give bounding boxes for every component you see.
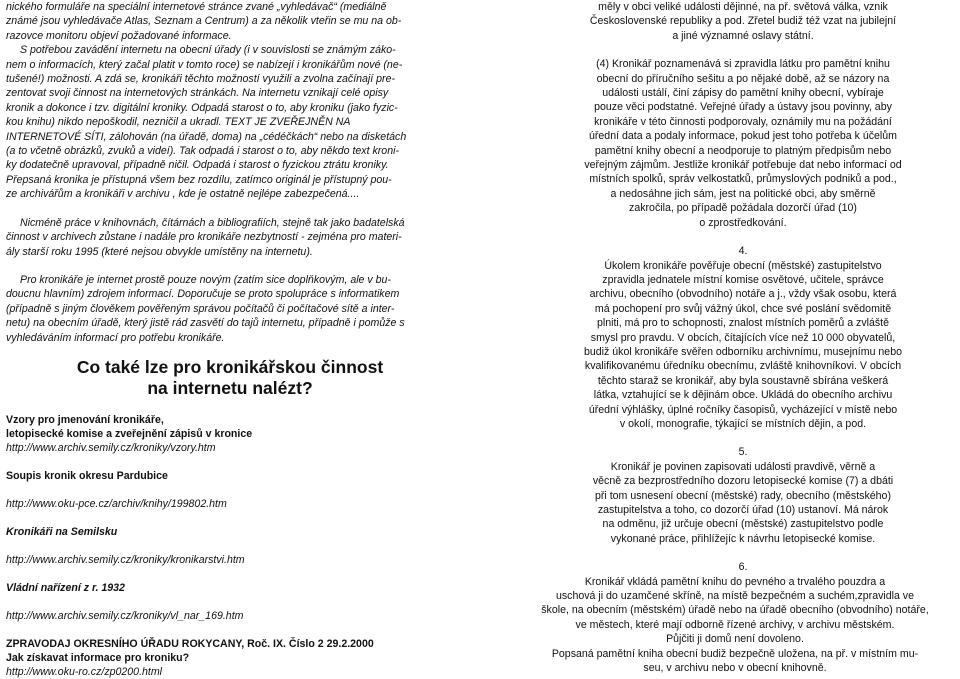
text-line: archivu, obecního (obvodního) notáře a j., vždy však osobu, která [589,288,897,301]
text-line: kronikáře v této činnosti podporovaly, oznámily mu na požádání [594,115,892,128]
reference-3 [6,525,434,567]
text-line: razovce monitoru objeví požadované informace. [6,29,232,42]
text-line: vykonané práce, přihlížejíc k návrhu letopisecké komise. [610,532,876,545]
section-6-text [510,575,960,676]
text-line: Pro kronikáře je internet prostě pouze novým (zatím sice doplňkovým, ale v bu- [20,273,391,286]
reference-link[interactable]: http://www.archiv.semily.cz/kroniky/vzory.htm [6,441,216,454]
text-line: ály starší roku 1995 (které nejsou obvykle umístěny na internetu). [6,245,313,258]
text-line: má pochopení pro svůj vážný úkol, chce své poslání svědomitě [594,302,892,315]
text-line: INTERNETOVÉ SÍTI, zálohován (na úřadě, doma) na „cédéčkách“ nebo na disketách [6,130,407,143]
section-number: 5. [738,446,748,459]
text-line: tušené!) možnosti. A zdá se, kronikáři těchto možností využili a zvolna začínají pre- [6,73,395,86]
text-line: a jiné významné oslavy státní. [672,29,814,42]
text-line: Úkolem kronikáře pověřuje obecní (městské) zastupitelstvo [604,259,882,272]
left-column [6,0,434,679]
heading-line: Co také lze pro kronikářskou činnost [76,356,384,377]
text-line: události ustálí, činí zápisy do pamětní knihy obecní, vybíraje [602,87,884,100]
text-line: (případně s jiným člověkem pověřeným správou počítačů či počítačové sítě a inter- [6,302,395,315]
text-line: Nicméně práce v knihovnách, čítárnách a bibliografiích, stejně tak jako badatelská [20,216,405,229]
text-line: těchto staraž se kronikář, aby byla soustavně sbírána veškerá [597,374,889,387]
text-line: zastupitelstva a toho, co dozorčí úřad (10) ustanoví. Má nárok [597,504,889,516]
text-line: Kronikář je povinen zapisovati události pravdivě, věrně a [610,460,876,473]
text-line: Přepsaná kronika je přístupná všem bez rozdílu, zatímco originál je přístupný pou- [6,173,392,186]
text-line: budiž úkol kronikáře svěřen odborníku archivnímu, musejnímu nebo [584,345,902,358]
decree-continuation [532,0,954,43]
decree-item-4 [532,57,954,230]
reference-title: letopisecké komise a zveřejnění zápisů v kronice [6,427,253,440]
text-line: Kronikář vkládá pamětní knihu do pevného a trvalého pouzdra a [584,575,886,588]
reference-title: ZPRAVODAJ OKRESNÍHO ÚŘADU ROKYCANY, Roč. IX. Číslo 2 29.2.2000 [6,637,374,650]
reference-title: Kronikáři na Semilsku [6,525,118,538]
right-column [532,0,954,675]
text-line: škole, na obecním (městském) úřadě nebo na úřadě obecního (obvodního) notáře, [541,604,929,617]
text-line: měly v obci veliké události dějinné, na př. světová válka, vznik [598,1,888,13]
text-line: ve městech, které mají odborně řízené archivy, v archivu městském. [575,618,895,631]
text-line: kronik a dokonce i tzv. digitální kroniky. Odpadá starost o to, aby kroniku (jako fyzic- [6,101,398,114]
reference-5 [6,637,434,679]
internet-paragraph [6,43,434,201]
text-line: věcně za bezprostředního dozoru letopisecké komise (7) a dbáti [592,475,894,488]
text-line: nem o informacích, který začal platit v tomto roce) se nabízejí i kronikářům nové (ne- [6,58,403,71]
reference-title: Jak získavat informace pro kroniku? [6,651,190,664]
text-line: pamětní knihy obecní a neodporuje to platným předpisům nebo [594,144,892,157]
section-heading [6,357,434,399]
text-line: zpravidla jednatele místní komise osvětové, učitele, správce [602,273,884,286]
text-line: kvalifikovanému úředníku obecnímu, zvláště knihovníkovi. V obcích [584,360,902,373]
reference-1 [6,413,434,455]
text-line: pouze věci podstatné. Veřejné úřady a ústavy jsou povinny, aby [594,101,892,114]
text-line: zakročila, po případě požádala dozorčí úřad (10) [629,202,857,215]
text-line: plniti, má pro to schopnosti, znalost místních poměrů a zvláště [596,317,890,330]
reference-4 [6,581,434,623]
reference-title: Vzory pro jmenování kronikáře, [6,413,164,426]
reference-link[interactable]: http://www.archiv.semily.cz/kroniky/kronikarstvi.htm [6,553,245,566]
text-line: netu) na obecním úřadě, který jistě rád zasvětí do tajů internetu, případně i pomůže s [6,317,405,330]
text-line: ze archivářům a kronikáři v archivu , kde je ostatně nejlépe zabezpečená.... [6,188,360,201]
text-line: doucnu hlavním) zdrojem informací. Doporučuje se proto spolupráce s informatikem [6,288,400,301]
text-line: známé jsou vyhledávače Atlas, Seznam a Centrum) a za několik vteřin se mu na ob- [6,15,402,28]
reference-link[interactable]: http://www.oku-ro.cz/zp0200.html [6,665,163,678]
text-line: úřední výhlášky, úplné ročníky časopisů, vycházející v místě nebo [588,403,898,416]
text-line: a nedosáhne jich sám, jest na politické obci, aby směrně [610,187,876,200]
source-paragraph [6,273,434,345]
text-line: látka, vztahující se k dějinám obce. Ukládá do obecního archivu [593,389,893,402]
text-line: v okolí, monografie, týkající se místních dějin, a pod. [619,417,867,430]
archive-paragraph [6,216,434,259]
text-line: úřední data a podaly informace, pokud jest toho potřeba k účelům [589,130,897,143]
reference-title: Soupis kronik okresu Pardubice [6,469,168,482]
section-4-text [532,259,954,432]
text-line: při tom usnesení obecní (městské) rady, obecního (městského) [595,489,891,502]
text-line: Československé republiky a pod. Zřetel budiž též vzat na jubilejní [589,15,897,28]
text-line: smysl pro pravdu. V obcích, čítajících více než 10 000 obyvatelů, [590,331,896,344]
reference-title: Vládní nařízení z r. 1932 [6,581,125,594]
text-line: ky dodatečně upravoval, případně ničil. Odpadá i starost o fyzickou ztrátu kroniky. [6,159,389,172]
intro-paragraph [6,0,434,43]
text-line: (a to včetně obrázků, zvuků a videí). Tak odpadá i starost o to, aby někdo text kroni- [6,145,399,158]
section-5-text [532,460,954,546]
text-line: seu, v archivu nebo v obecní knihovně. [643,662,827,675]
heading-line: na internetu nalézt? [147,377,313,398]
reference-2 [6,469,434,511]
text-line: obecní do příručního sešitu a po nějaké době, až se názory na [596,72,890,85]
text-line: uschová ji do uzamčené skříně, na místě bezpečném a suchém,zpravidla ve [555,590,914,603]
text-line: Půjčiti ji domů není dovoleno. [666,633,804,646]
text-line: S potřebou zavádění internetu na obecní úřady (i v souvislosti se známým záko- [20,44,396,57]
section-number: 4. [738,245,748,258]
text-line: veřejným zájmům. Jestliže kronikář potřebuje dat nebo informací od [584,159,902,172]
section-number: 6. [738,561,748,574]
text-line: na odměnu, již určuje obecní (městské) zastupitelstvo podle [602,518,884,531]
reference-link[interactable]: http://www.archiv.semily.cz/kroniky/vl_nar_169.htm [6,609,244,622]
text-line: činnost v archivech zůstane i nadále pro kronikáře nezbytností - zejména pro materi- [6,231,402,244]
text-line: Popsaná pamětní kniha obecní budiž bezpečně uložena, na př. v místním mu- [551,647,919,660]
text-line: kou knihu) nikdo nepoškodil, nezničil a ukradl. TEXT JE ZVEŘEJNĚN NA [6,116,351,129]
text-line: místních spolků, správ velkostatků, průmyslových podniků a pod., [589,173,897,186]
text-line: (4) Kronikář poznamenává si zpravidla látku pro pamětní knihu [596,58,890,71]
text-line: zentovat svoji činnost na internetových stránkách. Na internetu vznikají celé opisy [6,87,389,100]
text-line: o zprostředkování. [699,216,787,229]
text-line: vyhledáváním informací pro potřebu kronikáře. [6,331,225,344]
reference-link[interactable]: http://www.oku-pce.cz/archiv/knihy/199802.htm [6,497,227,510]
text-line: nického formuláře na speciální internetové stránce zvané „vyhledávač“ (mediálně [6,1,387,13]
